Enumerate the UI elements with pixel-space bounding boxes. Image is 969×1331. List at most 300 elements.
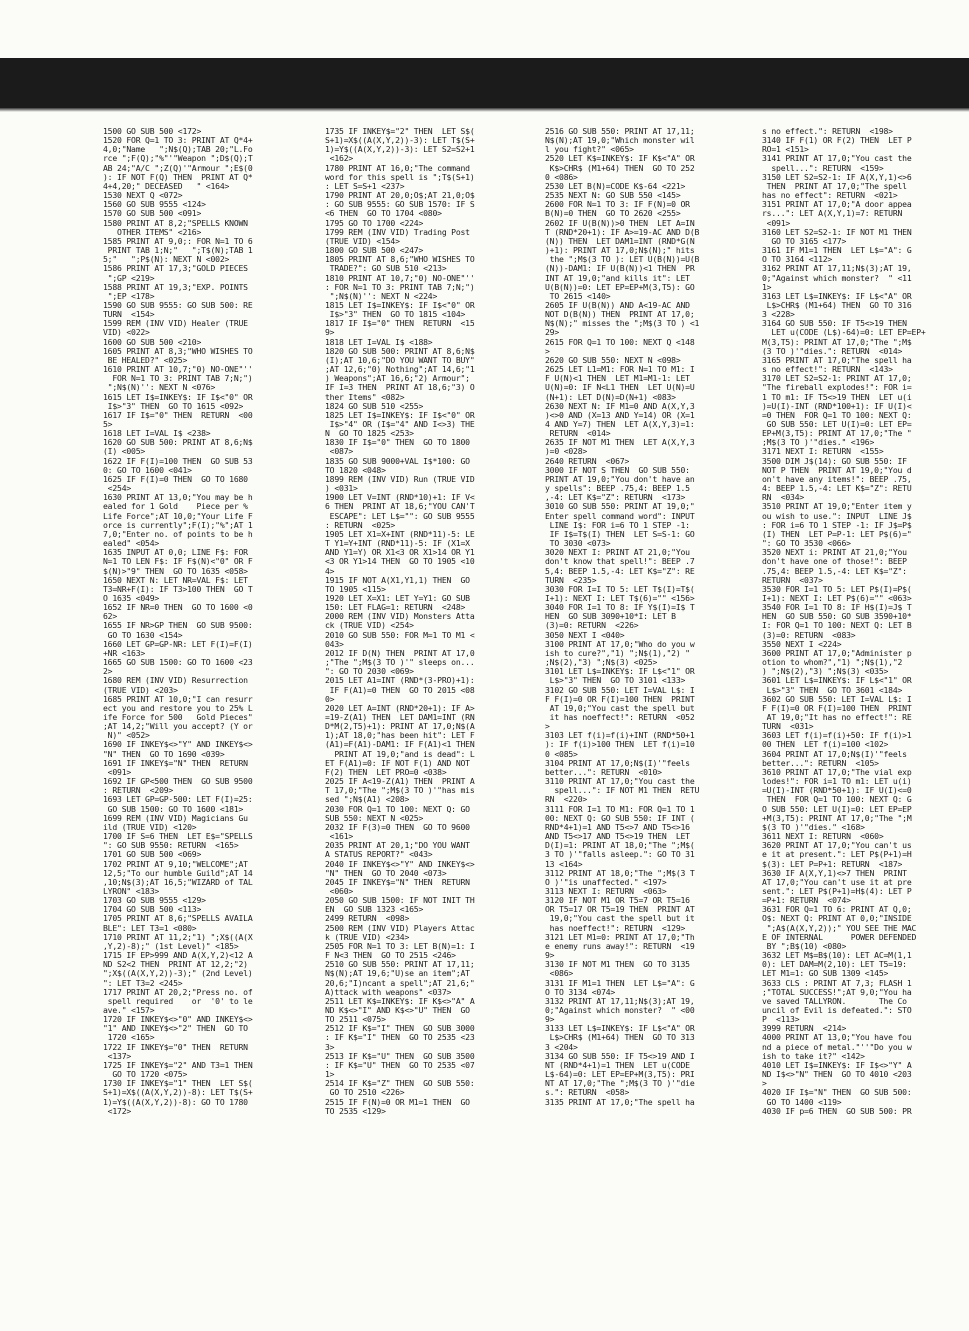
- code-line: spell required or '0' to le: [103, 996, 253, 1006]
- code-line: NOT P THEN PRINT AT 19,0;"You d: [762, 465, 912, 475]
- code-line: ND I$<>"N" THEN GO TO 4010 <203: [762, 1070, 912, 1080]
- code-line: ve saved TALLYRON. The Co: [762, 996, 907, 1006]
- code-line: )=U(I)-INT (RND*100+1): IF U(I)<: [762, 401, 912, 411]
- code-line: 1625 IF F(I)=0 THEN GO TO 1680: [103, 474, 248, 484]
- code-line: <3 OR Y1>14 THEN GO TO 1905 <10: [325, 557, 475, 567]
- code-line: 3161 IF M1=1 THEN LET L$="A": G: [762, 246, 912, 256]
- code-line: ) Weapons";AT 16,6;"2) Armour";: [325, 374, 470, 384]
- code-line: 043>: [325, 639, 344, 649]
- code-line: ";N$(N)'': NEXT N <224>: [325, 291, 438, 301]
- code-line: 1)=Y$((A(X,Y,2))-3): LET S2=S2+1: [325, 145, 475, 155]
- code-line: : IF K$="I" THEN GO TO 2535 <23: [325, 1033, 475, 1043]
- code-line: 3500 DIM J$(14): GO SUB 550: IF: [762, 456, 907, 466]
- code-line: (N))-DAM1: IF U(B(N))<1 THEN PR: [545, 264, 695, 274]
- code-line: $(N)>"9" THEN GO TO 1635 <058>: [103, 566, 248, 576]
- code-line: OR T5=17 OR T5=19 THEN PRINT AT: [545, 905, 695, 915]
- code-line: 1655 IF NR>GP THEN GO SUB 9500:: [103, 621, 253, 631]
- code-line: ,Y,2)-8);" (1st Level)" <185>: [103, 941, 239, 951]
- code-line: 3164 GO SUB 550: IF T5<>19 THEN: [762, 319, 907, 329]
- code-line: D(I)=1: PRINT AT 18,0;"The ";M$(: [545, 841, 695, 851]
- code-line: RETURN <037>: [762, 575, 823, 585]
- code-line: 3150 LET S2=S2-1: IF A(X,Y,1)<>6: [762, 172, 912, 182]
- code-line: BE HEALED?" <025>: [103, 355, 188, 365]
- code-line: ave." <157>: [103, 1006, 155, 1015]
- code-line: 2513 IF K$="U" THEN GO SUB 3500: [325, 1051, 475, 1061]
- code-line: 1610 PRINT AT 10,7;"0) NO-ONE"'': [103, 365, 253, 375]
- code-line: TRADE?": GO SUB 510 <213>: [325, 264, 447, 274]
- header-bar: [0, 58, 969, 108]
- code-line: 1795 GO TO 1700 <224>: [325, 218, 424, 228]
- code-line: 2602 IF U(B(N))>0 THEN LET A=IN: [545, 218, 695, 228]
- code-line: S+1)=X$((A(X,Y,2))-8): LET T$(S+: [103, 1088, 253, 1098]
- listing-column-1: [103, 127, 311, 1317]
- code-line: ET F(A1)=0: IF NOT F(1) AND NOT: [325, 758, 470, 768]
- code-line: 1530 NEXT Q <072>: [103, 191, 183, 201]
- code-line: 3103 LET f(i)=f(i)+INT (RND*50+1: [545, 731, 695, 741]
- code-line: (TRUE VID) <154>: [325, 236, 400, 246]
- code-line: >: [545, 346, 550, 356]
- code-line: 2032 IF F(3)=0 THEN GO TO 9600: [325, 822, 470, 832]
- code-line: 3010 GO SUB 550: PRINT AT 19,0;": [545, 502, 695, 512]
- code-line: 3999 RETURN <214>: [762, 1024, 847, 1034]
- code-line: ";A$(A(X,Y,2));" YOU SEE THE MAC: [762, 923, 917, 933]
- code-line: 3020 NEXT I: PRINT AT 21,0;"You: [545, 548, 690, 558]
- code-line: 00: NEXT Q: GO SUB 550: IF INT (: [545, 813, 695, 823]
- code-line: ND S2<2 THEN PRINT AT 12,2;"2): [103, 960, 248, 970]
- code-line: on't have any items!": BEEP .75,: [762, 474, 912, 484]
- code-line: ect you and restore you to 25% L: [103, 703, 253, 713]
- code-line: HEN GO SUB 550: GO SUB 3590+10*: [762, 612, 912, 622]
- code-line: 3620 PRINT AT 17,0;"You can't us: [762, 841, 912, 851]
- code-line: L$>"3" THEN GO TO 3601 <184>: [762, 685, 903, 695]
- code-line: 3131 IF M1=1 THEN LET L$="A": G: [545, 978, 695, 988]
- code-line: AT 17,0;"You can't use it at pre: [762, 877, 912, 887]
- code-line: 3520 NEXT i: PRINT AT 21,0;"You: [762, 548, 907, 558]
- code-line: 4: BEEP 1.5,-4: LET K$="Z": RETU: [762, 484, 912, 494]
- code-line: 2012 IF D(N) THEN PRINT AT 17,0: [325, 648, 475, 658]
- code-line: NOT D(B(N)) THEN PRINT AT 17,0;: [545, 310, 695, 320]
- code-line: I$>"3" THEN GO TO 1615 <092>: [103, 401, 244, 411]
- code-line: better...": RETURN <105>: [762, 758, 879, 768]
- code-line: 1717 PRINT AT 20,2;"Press no. of: [103, 987, 253, 997]
- listing-column-3: [545, 127, 750, 1317]
- code-line: EN GO SUB 1323 <165>: [325, 905, 424, 915]
- code-line: TO 2615 <140>: [545, 291, 611, 301]
- code-line: 13 <164>: [545, 859, 583, 869]
- code-line: 1570 GO SUB 500 <091>: [103, 209, 202, 219]
- code-line: 1700 IF S=6 THEN LET E$="SPELLS: [103, 832, 253, 842]
- code-line: ";EP <178>: [103, 291, 155, 301]
- code-line: TO 2535 <129>: [325, 1106, 386, 1116]
- code-line: 1630 PRINT AT 13,0;"You may be h: [103, 493, 253, 503]
- code-line: : LET S=S+1 <237>: [325, 181, 405, 191]
- code-line: N$(N);AT 19,0;"Which monster wil: [545, 136, 695, 146]
- code-line: GO TO 3165 <177>: [762, 236, 847, 246]
- code-line: <6 THEN GO TO 1704 <080>: [325, 209, 442, 219]
- code-line: 3132 PRINT AT 17,11;N$(3);AT 19,: [545, 996, 695, 1006]
- code-line: 3100 PRINT AT 17,0;"Who do you w: [545, 639, 695, 649]
- code-line: 150: LET FLAG=1: RETURN <248>: [325, 603, 466, 613]
- code-line: 19,0;"You cast the spell but it: [545, 914, 695, 924]
- code-line: 1599 REM (INV VID) Healer (TRUE: [103, 319, 248, 329]
- code-line: 3121 LET M1=0: PRINT AT 17,0;"Th: [545, 932, 695, 942]
- code-line: 2035 PRINT AT 20,1;"DO YOU WANT: [325, 841, 470, 851]
- code-line: 3135 PRINT AT 17,0;"The spell ha: [545, 1097, 695, 1107]
- code-line: word for this spell is ";T$(S+1): [325, 172, 475, 182]
- code-line: 1560 GO SUB 9555 <124>: [103, 200, 206, 210]
- code-line: 2635 IF NOT M1 THEN LET A(X,Y,3: [545, 438, 695, 448]
- code-line: F F(I)=0 OR F(I)=100 THEN PRINT: [545, 694, 695, 704]
- code-line: 2640 RETURN <067>: [545, 456, 630, 466]
- code-line: ": GO TO 2030 <069>: [325, 667, 414, 677]
- code-line: ";GP <219>: [103, 273, 155, 283]
- code-line: GO TO 2510 <226>: [325, 1088, 405, 1098]
- code-line: uncil of Evil is defeated.": STO: [762, 1006, 912, 1015]
- code-line: ";N$(N)'': NEXT N <076>: [103, 383, 216, 393]
- code-line: 1820 GO SUB 500: PRINT AT 8,6;N$: [325, 346, 475, 356]
- code-line: F U(N)<1 THEN LET M1=M1-1: LET: [545, 374, 690, 384]
- code-line: TURN <154>: [103, 310, 155, 320]
- listing-column-2: [325, 127, 537, 1317]
- code-line: GO TO 1720 <075>: [103, 1070, 188, 1080]
- code-line: LET M1=1: GO SUB 1309 <145>: [762, 969, 889, 979]
- code-line: don't have one of those!": BEEP: [762, 557, 907, 567]
- code-line: ND K$<>"I" AND K$<>"U" THEN GO: [325, 1006, 470, 1015]
- code-line: L$>"3" THEN GO TO 3101 <133>: [545, 676, 686, 686]
- code-line: U(N)=0: IF N<L1 THEN LET U(N)=U: [545, 383, 695, 393]
- code-line: RN <220>: [545, 795, 588, 805]
- code-line: 2500 REM (INV VID) Players Attac: [325, 923, 475, 933]
- code-line: rce ";F(Q);"%"'"Weapon ";D$(Q);T: [103, 154, 253, 164]
- code-line: TO 1905 <115>: [325, 584, 386, 594]
- code-line: FOR N=1 TO 3: PRINT TAB 7;N;"): [103, 374, 253, 384]
- code-line: 3110 PRINT AT 17,0;"You cast the: [545, 777, 695, 787]
- code-line: Life Force";AT 10,0;"Your Life F: [103, 511, 253, 521]
- code-line: 3510 PRINT AT 19,0;"Enter item y: [762, 502, 912, 512]
- code-line: PRINT AT 19,0;"and is dead": L: [325, 749, 475, 759]
- code-line: T3=NR+F(I): IF T3>100 THEN GO T: [103, 584, 253, 594]
- code-line: LET u(CODE (L$)-64)=0: LET EP=EP+: [762, 328, 926, 338]
- code-line: 6 THEN PRINT AT 18,6;"YOU CAN'T: [325, 502, 475, 512]
- code-line: 2030 FOR Q=1 TO 100: NEXT Q: GO: [325, 804, 470, 814]
- code-line: O TO 3134 <074>: [545, 987, 616, 997]
- code-line: 1692 IF GP<500 THEN GO SUB 9500: [103, 777, 253, 787]
- code-line: spell...": RETURN <159>: [762, 163, 884, 173]
- code-line: 4 AND Y=7) THEN LET A(X,Y,3)=1:: [545, 420, 695, 429]
- code-line: AB 24;"A/C ";Z(Q)'"Armour ";E$(0: [103, 163, 253, 173]
- code-line: 1622 IF F(I)=100 THEN GO SUB 53: [103, 456, 253, 466]
- code-line: 3030 FOR I=I TO 5: LET T$(I)=T$(: [545, 584, 695, 594]
- code-line: 2040 IF INKEY$<>"Y" AND INKEY$<>: [325, 859, 475, 869]
- code-line: 1900 LET V=INT (RND*10)+1: IF V<: [325, 493, 475, 503]
- code-line: AND Y1=Y) OR X1<3 OR X1>14 OR Y1: [325, 548, 475, 558]
- code-line: 00 THEN LET f(i)=100 <102>: [762, 740, 889, 750]
- code-line: 3050 NEXT I <040>: [545, 630, 625, 640]
- code-line: O 1635 <049>: [103, 593, 160, 603]
- code-line: =19-Z(A1) THEN LET DAM1=INT (RN: [325, 713, 475, 722]
- code-line: 1>: [762, 282, 772, 292]
- code-line: 1905 LET X1=X+INT (RND*11)-5: LE: [325, 529, 475, 539]
- code-line: 1580 PRINT AT 8,2;"SPELLS KNOWN: [103, 218, 248, 228]
- code-line: O TO 3164 <112>: [762, 255, 833, 265]
- code-line: 1818 LET I=VAL I$ <188>: [325, 337, 433, 347]
- code-line: NT AT 17,0;"The ";M$(3 TO )'"die: [545, 1079, 695, 1089]
- code-line: 5>: [103, 420, 113, 429]
- code-line: <172>: [103, 1106, 132, 1116]
- code-line: 1615 LET I$=INKEY$: IF I$<"0" OR: [103, 392, 253, 402]
- code-line: 3040 FOR I=1 TO 8: IF Y$(I)=I$ T: [545, 603, 695, 613]
- code-line: 0): LET DAM=M(2,10): LET T5=19:: [762, 960, 907, 970]
- code-line: 1915 IF NOT A(X1,Y1,1) THEN GO: [325, 575, 470, 585]
- code-line: AT 19,0;"You cast the spell but: [545, 703, 695, 713]
- code-line: : RETURN <025>: [325, 520, 396, 530]
- code-line: )<>0 AND (X=13 AND Y=14) OR (X=1: [545, 410, 695, 420]
- code-line: 1705 PRINT AT 8,6;"SPELLS AVAILA: [103, 914, 253, 924]
- code-line: 1824 GO SUB 510 <255>: [325, 401, 424, 411]
- code-line: >: [545, 722, 550, 732]
- code-line: 3130 IF NOT M1 THEN GO TO 3135: [545, 960, 690, 970]
- code-line: "The fireball explodes!": FOR i=: [762, 383, 912, 393]
- code-line: <060>: [325, 886, 354, 896]
- code-line: GO TO 1630 <154>: [103, 630, 183, 640]
- code-line: 9>: [545, 1015, 555, 1025]
- code-line: PRINT AT 19,0;"You don't have an: [545, 474, 695, 484]
- code-line: 1825 LET I$=INKEY$: IF I$<"0" OR: [325, 410, 475, 420]
- code-line: 3633 CLS : PRINT AT 7,3; FLASH 1: [762, 978, 912, 988]
- code-line: 1720 <165>: [103, 1033, 155, 1043]
- code-line: 1685 PRINT AT 10,0;"I can resurr: [103, 694, 253, 704]
- code-line: 2510 GO SUB 550: PRINT AT 17,11;: [325, 960, 475, 970]
- code-line: 3 TO )'"falls asleep.": GO TO 31: [545, 850, 695, 860]
- code-line: ": GO TO 3530 <066>: [762, 539, 851, 549]
- code-line: 3600 PRINT AT 17,0;"Administer p: [762, 648, 912, 658]
- code-line: 3104 PRINT AT 17,0;N$(I)'"feels: [545, 758, 690, 768]
- code-line: ish to take it?" <142>: [762, 1051, 865, 1061]
- code-line: <254>: [103, 484, 132, 494]
- code-line: SUB 550: NEXT N <025>: [325, 813, 424, 823]
- code-line: 2505 FOR N=1 TO 3: LET B(N)=1: I: [325, 941, 475, 951]
- code-line: P <113>: [762, 1015, 800, 1025]
- code-line: M(3,T5): PRINT AT 17,0;"The ";M$: [762, 337, 912, 347]
- code-line: 1);AT 18,0;"has been hit": LET F: [325, 731, 475, 741]
- code-line: RN <034>: [762, 493, 805, 503]
- code-line: T Y1=Y+INT (RND*11)-5: IF (X1=X: [325, 539, 470, 549]
- code-line: spell...": IF NOT M1 THEN RETU: [545, 786, 700, 796]
- code-line: 1)=Y$((A(X,Y,2))-8): GO TO 1780: [103, 1097, 248, 1107]
- code-line: A)ttack with weapons" <037>: [325, 987, 452, 997]
- code-line: 1830 IF I$="0" THEN GO TO 1800: [325, 438, 470, 448]
- code-line: ;"The ";M$(3 TO )'" sleeps on...: [325, 658, 475, 668]
- code-line: 1710 PRINT AT 11,2;"1) ";X$((A(X: [103, 932, 253, 942]
- code-line: ;N$(2),"3) ";N$(3) <025>: [545, 658, 658, 668]
- code-line: 1691 IF INKEY$="N" THEN RETURN: [103, 758, 248, 768]
- code-line: 2045 IF INKEY$="N" THEN RETURN: [325, 877, 470, 887]
- code-line: the ";M$(3 TO ): LET U(B(N))=U(B: [545, 255, 700, 265]
- code-line: 1618 LET I=VAL I$ <238>: [103, 429, 211, 439]
- code-line: 2512 IF K$="I" THEN GO SUB 3000: [325, 1024, 475, 1034]
- code-line: 1835 GO SUB 9000+VAL I$*100: GO: [325, 456, 470, 466]
- code-line: 3604 PRINT AT 17,0;N$(I)'"feels: [762, 749, 907, 759]
- code-line: (3)=0: RETURN <226>: [545, 621, 639, 631]
- code-line: <162>: [325, 154, 354, 164]
- code-line: 1715 IF EP>999 AND A(X,Y,2)<12 A: [103, 951, 253, 961]
- code-line: ;M$(3 TO )'"dies." <196>: [762, 438, 875, 448]
- code-line: 9>: [325, 328, 335, 338]
- code-line: lodes!": FOR i=1 TO m1: LET u(i): [762, 777, 912, 787]
- code-line: 3611 NEXT I: RETURN <060>: [762, 832, 884, 842]
- code-line: +M(3,T5): PRINT AT 17,0;"The ";M: [762, 813, 912, 823]
- code-line: 1817 IF I$="0" THEN RETURN <15: [325, 319, 475, 329]
- code-line: I$>"4" OR (I$="4" AND I<>3) THE: [325, 420, 475, 429]
- code-line: (I) THEN LET P=P-1: LET P$(6)=": [762, 529, 912, 539]
- code-line: 1702 PRINT AT 9,10;"WELCOME";AT: [103, 859, 248, 869]
- code-line: sent.": LET P$(P+1)=H$(4): LET P: [762, 886, 912, 896]
- code-line: 1810 PRINT AT 10,7;"0) NO-ONE"'': [325, 273, 475, 283]
- code-line: 3141 PRINT AT 17,0;"You cast the: [762, 154, 912, 164]
- code-line: ife Force for 500 Gold Pieces": [103, 713, 253, 722]
- code-line: AT 19,0;"It has no effect!": RE: [762, 713, 912, 722]
- code-line: ild (TRUE VID) <120>: [103, 822, 197, 832]
- code-line: 1815 LET I$=INKEY$: IF I$<"0" OR: [325, 300, 475, 310]
- code-line: ) ";N$(2),"3) ";N$(3) <035>: [762, 667, 889, 677]
- code-line: s.": RETURN <058>: [545, 1088, 630, 1098]
- code-line: 2615 FOR Q=1 TO 100: NEXT Q <148: [545, 337, 695, 347]
- code-line: 2530 LET B(N)=CODE K$-64 <221>: [545, 181, 686, 191]
- code-line: otion to whom?","1) ";N$(1),"2: [762, 658, 903, 668]
- code-line: : IF K$="U" THEN GO TO 2535 <07: [325, 1060, 475, 1070]
- code-line: 1720 IF INKEY$<>"0" AND INKEY$<>: [103, 1015, 253, 1025]
- code-line: 3603 LET f(i)=f(i)+50: IF f(i)>1: [762, 731, 912, 741]
- code-line: N$(N);" misses the ";M$(3 TO ) <1: [545, 319, 700, 329]
- code-line: 1586 PRINT AT 17,3;"GOLD PIECES: [103, 264, 248, 274]
- code-line: 2625 LET L1=M1: FOR N=1 TO M1: I: [545, 365, 695, 375]
- code-line: 3133 LET L$=INKEY$: IF L$<"A" OR: [545, 1024, 695, 1034]
- code-line: IF I$=T$(I) THEN LET S=S-1: GO: [545, 529, 695, 539]
- code-line: $(3 TO )'"dies." <168>: [762, 822, 865, 832]
- code-line: .75,4: BEEP 1.5,-4: LET K$="Z":: [762, 566, 907, 576]
- code-line: THEN FOR Q=1 TO 100: NEXT Q: G: [762, 795, 912, 805]
- code-line: 12,5;"To our humble Guild";AT 14: [103, 868, 253, 878]
- code-line: ck (TRUE VID) <254>: [325, 621, 414, 631]
- code-line: 9>: [545, 951, 555, 961]
- code-line: 1605 PRINT AT 8,3;"WHO WISHES TO: [103, 346, 253, 356]
- code-line: ther Items" <082>: [325, 392, 405, 402]
- code-line: INT AT 19,0;"and kills it": LET: [545, 273, 690, 283]
- code-line: O SUB 550: LET U(I)=0: LET EP=EP: [762, 804, 912, 814]
- code-line: ) <031>: [325, 484, 358, 494]
- code-line: ";X$((A(X,Y,2))-3);" (2nd Level): [103, 969, 253, 979]
- code-line: don't know that spell!": BEEP .7: [545, 557, 695, 567]
- code-line: F F(I)=0 OR F(I)=100 THEN PRINT: [762, 703, 912, 713]
- code-line: )=0 <028>: [545, 447, 588, 457]
- code-line: 62>: [103, 612, 118, 622]
- code-line: =0 THEN FOR Q=1 TO 100: NEXT Q:: [762, 410, 912, 420]
- code-line: PRINT TAB 1;N;" ";T$(N);TAB 1: [103, 246, 253, 256]
- code-line: 20,6;"I)ncant a spell";AT 21,6;": [325, 978, 475, 988]
- code-line: <091>: [762, 218, 791, 228]
- code-line: LINE I$: FOR i=6 TO 1 STEP -1:: [545, 520, 690, 530]
- code-line: rs...": LET A(X,Y,1)=7: RETURN: [762, 209, 903, 219]
- code-line: N)" <052>: [103, 731, 150, 741]
- code-line: 3102 GO SUB 550: LET I=VAL L$: I: [545, 685, 695, 695]
- code-line: it has noeffect!": RETURN <052: [545, 713, 695, 722]
- code-line: HEN GO SUB 3090+10*I: LET B: [545, 612, 676, 622]
- code-line: 3>: [325, 1042, 335, 1052]
- code-line: (N)) THEN LET DAM1=INT (RND*G(N: [545, 236, 695, 246]
- code-line: 3632 LET M$=B$(10): LET AC=M(1,1: [762, 951, 912, 961]
- code-line: ou wish to use.": INPUT LINE J$: [762, 511, 912, 521]
- code-line: ish to cure?","1) ";N$(1),"2) ": [545, 648, 690, 658]
- code-line: 3140 IF F(1) OR F(2) THEN LET P: [762, 136, 912, 146]
- code-line: RO=1 <151>: [762, 145, 809, 155]
- code-line: 3601 LET L$=INKEY$: IF L$<"1" OR: [762, 676, 912, 686]
- code-line: 1800 GO SUB 500 <247>: [325, 246, 424, 256]
- code-line: LYRON" <183>: [103, 886, 160, 896]
- code-line: : FOR i=6 TO 1 STEP -1: IF J$=P$: [762, 520, 912, 530]
- code-line: TO 1820 <048>: [325, 465, 386, 475]
- code-line: =P+1: RETURN <074>: [762, 896, 851, 906]
- code-line: 3162 PRINT AT 17,11;N$(3);AT 19,: [762, 264, 912, 274]
- code-line: 1500 GO SUB 500 <172>: [103, 127, 202, 136]
- code-line: 3134 GO SUB 550: IF T5<>19 AND I: [545, 1051, 695, 1061]
- code-line: )+1): PRINT AT 17,0;N$(N);" hits: [545, 246, 695, 256]
- code-line: 3602 GO SUB 550: LET I=VAL L$: I: [762, 694, 912, 704]
- code-line: 2015 LET A1=INT (RND*(3-PRO)+1):: [325, 676, 475, 686]
- code-line: GO TO 1400 <119>: [762, 1097, 842, 1107]
- code-line: IF F(A1)=0 THEN GO TO 2015 <08: [325, 685, 475, 695]
- code-line: 1725 IF INKEY$="2" AND T3=1 THEN: [103, 1060, 253, 1070]
- code-line: 4000 PRINT AT 13,0;"You have fou: [762, 1033, 912, 1043]
- code-line: 3630 IF A(X,Y,1)<>7 THEN PRINT: [762, 868, 907, 878]
- code-line: 2535 NEXT N: GO SUB 550 <145>: [545, 191, 681, 201]
- code-line: 3550 NEXT I <224>: [762, 639, 842, 649]
- code-line: F N<3 THEN GO TO 2515 <246>: [325, 951, 456, 961]
- code-line: e it at present.": LET P$(P+1)=H: [762, 850, 912, 860]
- code-line: I+1): NEXT I: LET T$(6)="" <156>: [545, 593, 695, 603]
- code-line: 29>: [545, 328, 560, 338]
- code-line: 1>: [325, 1070, 335, 1080]
- code-line: L$-64)=0: LET EP=EP+M(3,T5): PRI: [545, 1070, 695, 1080]
- code-line: 4020 IF I$="N" THEN GO SUB 500:: [762, 1088, 912, 1098]
- code-line: O$: NEXT Q: PRINT AT 0,0;"INSIDE: [762, 914, 912, 924]
- code-line: ESCAPE": LET L$="": GO SUB 9555: [325, 511, 475, 521]
- code-line: 1693 LET GP=GP-500: LET F(I)=25:: [103, 795, 253, 805]
- code-line: 2010 GO SUB 550: FOR M=1 TO M1 <: [325, 630, 475, 640]
- code-line: IF I=3 THEN PRINT AT 18,6;"3) O: [325, 383, 475, 393]
- code-line: ;"TOTAL SUCCESS!";AT 9,0;"You ha: [762, 987, 912, 997]
- code-line: 1780 PRINT AT 16,0;"The command: [325, 163, 470, 173]
- code-line: 2000 REM (INV VID) Monsters Atta: [325, 612, 475, 622]
- code-line: 1790 PRINT AT 20,0;O$;AT 21,0;O$: [325, 191, 475, 201]
- code-line: 1703 GO SUB 9555 <129>: [103, 896, 206, 906]
- code-line: 0: GO TO 1600 <041>: [103, 465, 192, 475]
- code-line: TO 3030 <073>: [545, 539, 611, 549]
- code-line: 2630 NEXT N: IF M1=0 AND A(X,Y,3: [545, 401, 695, 411]
- code-line: 1920 LET X=X1: LET Y=Y1: GO SUB: [325, 593, 470, 603]
- code-line: 2511 LET K$=INKEY$: IF K$<>"A" A: [325, 996, 475, 1006]
- code-line: 1585 PRINT AT 9,0;: FOR N=1 TO 6: [103, 236, 253, 246]
- code-line: (3)=0: RETURN <083>: [762, 630, 856, 640]
- code-line: 3120 IF NOT M1 OR T5=7 OR T5=16: [545, 896, 690, 906]
- code-line: (TRUE VID) <203>: [103, 685, 178, 695]
- code-line: 4010 LET I$=INKEY$: IF I$<>"Y" A: [762, 1060, 912, 1070]
- code-line: 1620 GO SUB 500: PRINT AT 8,6;N$: [103, 438, 253, 448]
- code-line: BLE": LET T3=1 <080>: [103, 923, 197, 933]
- code-line: 0;"Against which monster? " <00: [545, 1006, 695, 1015]
- code-line: 3610 PRINT AT 17,0;"The vial exp: [762, 767, 912, 777]
- code-line: 1799 REM (INV VID) Trading Post: [325, 227, 470, 237]
- code-line: 4030 IF p=6 THEN GO SUB 500: PR: [762, 1106, 912, 1116]
